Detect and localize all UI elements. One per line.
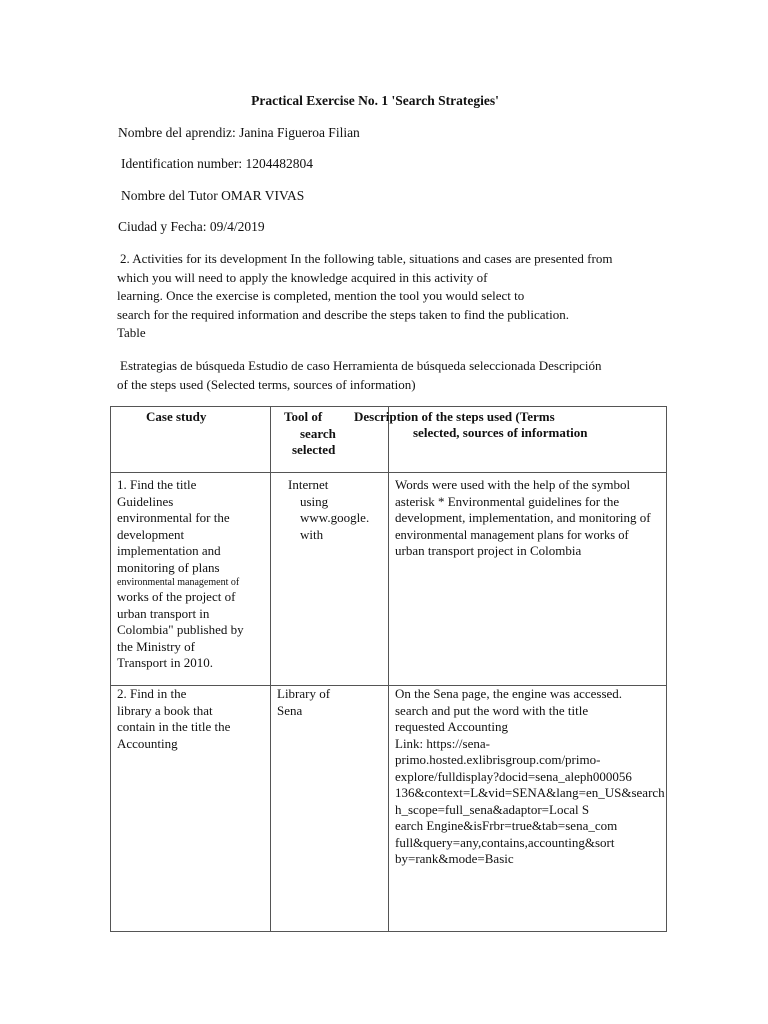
case-text: contain in the title the [117, 719, 231, 734]
case-text: 2. Find in the [117, 686, 187, 701]
identification-line [121, 156, 313, 172]
header-tool-label: Tool of [284, 409, 323, 424]
case-text: urban transport in [117, 605, 210, 621]
tool-cell [271, 686, 389, 932]
description-text: development, implementation, and monitoring of [395, 510, 651, 525]
case-text: the Ministry of [117, 638, 195, 654]
description-text: On the Sena page, the engine was accessed. [395, 686, 623, 701]
link-text: 136&context=L&vid=SENA&lang=en_US&search [395, 785, 665, 800]
case-text: works of the project of [117, 589, 236, 604]
learner-name-line [118, 125, 360, 141]
search-strategies-table [110, 406, 667, 932]
table-row [111, 473, 667, 686]
tool-text: Library of [277, 686, 331, 701]
case-text: environmental for the [117, 510, 230, 525]
header-tool-label: search [300, 425, 336, 441]
link-text: explore/fulldisplay?docid=sena_aleph000056 [395, 768, 632, 784]
header-tool-line [271, 409, 555, 426]
description-text: environmental management plans for works of [395, 527, 629, 542]
header-tool-label: selected [292, 442, 336, 457]
case-text: Transport in 2010. [117, 655, 213, 670]
strategies-paragraph [117, 357, 647, 394]
case-text: implementation and [117, 543, 221, 558]
tool-cell [271, 473, 389, 686]
link-text: by=rank&mode=Basic [395, 851, 514, 866]
tool-text: using [300, 493, 329, 509]
description-text: urban transport project in Colombia [395, 543, 582, 558]
tool-text [277, 477, 382, 494]
header-case-study [111, 407, 271, 473]
activities-line: search for the required information and describe the steps taken to find the publication. [117, 306, 569, 322]
case-text: environmental management of [117, 577, 240, 588]
description-text: requested Accounting [395, 719, 508, 734]
activities-line: Table [117, 325, 146, 340]
case-text: Colombia" published by [117, 622, 244, 637]
activities-line: which you will need to apply the knowledge acquired in this activity of [117, 269, 488, 285]
activities-line: 2. Activities for its development In the following table, situations and cases are presented from [120, 251, 613, 266]
header-case-label: Case study [146, 409, 207, 424]
description-cell [389, 473, 667, 686]
case-cell [111, 686, 271, 932]
link-text: primo.hosted.exlibrisgroup.com/primo- [395, 752, 601, 767]
table-row [111, 686, 667, 932]
activities-line: learning. Once the exercise is completed, mention the tool you would select to [117, 288, 525, 303]
case-cell [111, 473, 271, 686]
link-text: h_scope=full_sena&adaptor=Local S [395, 801, 590, 817]
case-text: 1. Find the title [117, 477, 197, 492]
city-date: Ciudad y Fecha: 09/4/2019 [118, 219, 265, 234]
header-desc-label: Description of the steps used (Terms [354, 409, 555, 424]
activities-paragraph [117, 250, 647, 343]
case-text: library a book that [117, 702, 213, 718]
case-text: development [117, 526, 185, 542]
case-text: monitoring of plans [117, 559, 220, 575]
page-title: Practical Exercise No. 1 'Search Strategies' [251, 93, 499, 108]
link-text: earch Engine&isFrbr=true&tab=sena_com [395, 818, 618, 833]
tool-text: www.google. [300, 510, 370, 525]
tool-text-part: Internet [288, 477, 329, 492]
description-text: asterisk * Environmental guidelines for the [395, 493, 620, 509]
learner-name: Nombre del aprendiz: Janina Figueroa Filian [118, 125, 360, 140]
link-text: Link: https://sena- [395, 735, 490, 751]
tool-text: Sena [277, 702, 303, 718]
tutor-name: Nombre del Tutor OMAR VIVAS [121, 188, 305, 203]
table-header-row [111, 407, 667, 473]
link-text: full&query=any,contains,accounting&sort [395, 834, 615, 850]
tutor-line [121, 188, 304, 204]
description-text: search and put the word with the title [395, 702, 589, 718]
identification-number: Identification number: 1204482804 [121, 156, 313, 171]
city-date-line [118, 219, 265, 235]
description-cell [389, 686, 667, 932]
strategies-line: of the steps used (Selected terms, sources of information) [117, 376, 416, 392]
tool-text: with [300, 526, 324, 542]
header-desc-label: selected, sources of information [413, 425, 588, 440]
description-text: Words were used with the help of the symbol [395, 477, 631, 492]
case-text: Accounting [117, 735, 178, 751]
case-text: Guidelines [117, 493, 174, 509]
strategies-line: Estrategias de búsqueda Estudio de caso Herramienta de búsqueda seleccionada Descripción [120, 358, 602, 373]
